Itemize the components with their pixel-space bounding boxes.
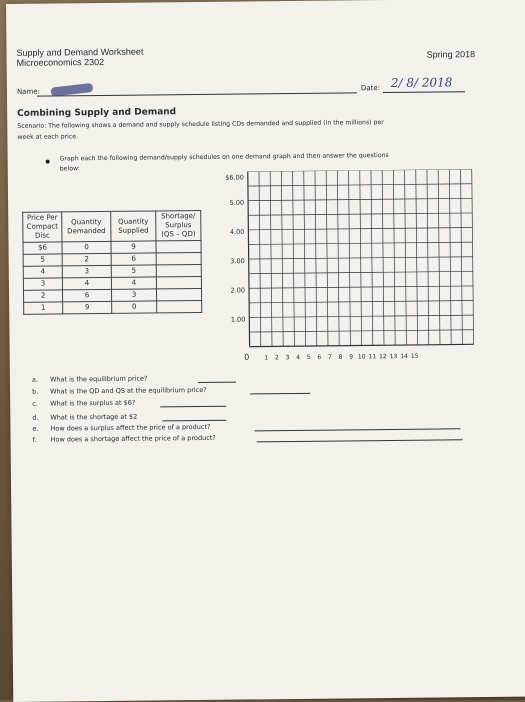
question-text: What is the shortage at $2	[50, 412, 138, 422]
name-line[interactable]	[37, 92, 357, 96]
question-letter: a.	[31, 375, 39, 384]
x-axis-label: 14	[400, 353, 408, 361]
scenario-text: Scenario: The following shows a demand and supply schedule listing CDs demanded and supplied (in the millions) per	[17, 119, 384, 130]
question-text: What is the equilibrium price?	[49, 374, 148, 384]
section-heading: Combining Supply and Demand	[17, 107, 177, 119]
x-axis-label: 10	[357, 353, 366, 361]
schedule-table	[22, 210, 202, 315]
y-axis-label: 3.00	[230, 257, 245, 266]
x-axis-label: 2	[274, 354, 279, 362]
bullet-icon	[46, 160, 50, 164]
table-header-row	[23, 210, 201, 242]
date-value: 2/ 8/ 2018	[390, 75, 453, 90]
x-axis-label: 15	[410, 352, 419, 360]
y-axis-label: $6.00	[225, 173, 244, 182]
answer-line[interactable]	[160, 406, 226, 408]
date-line[interactable]	[383, 91, 465, 93]
question-letter: f.	[32, 435, 37, 444]
name-label: Name:	[16, 87, 40, 96]
table-row: $6 0 9	[23, 240, 201, 254]
x-axis-label: 9	[349, 353, 354, 361]
header-price: Price Per Compact Disc	[23, 212, 62, 242]
table-row: 2 6 3	[23, 288, 201, 302]
x-axis-label: 1	[264, 354, 269, 362]
table-row: 4 3 5	[23, 264, 201, 278]
scenario-text-2: week at each price.	[17, 133, 79, 141]
x-axis-label: 13	[389, 353, 398, 361]
answer-line[interactable]	[250, 393, 310, 395]
table-row: 5 2 6	[23, 252, 201, 266]
header-shortage-surplus: Shortage/ Surplus (QS – QD)	[156, 210, 201, 240]
x-axis-label: 3	[285, 354, 290, 362]
question-text: What is the surplus at $6?	[50, 398, 136, 408]
question-letter: e.	[32, 424, 39, 433]
header-quantity-demanded: Quantity Demanded	[62, 211, 111, 242]
question-letter: b.	[32, 387, 39, 396]
worksheet-title: Supply and Demand Worksheet	[16, 46, 144, 58]
question-text: How does a shortage affect the price of a product?	[50, 433, 216, 444]
table-row: 1 9 0	[24, 300, 202, 314]
y-axis-label: 1.00	[230, 315, 246, 324]
x-axis-label: 8	[338, 353, 343, 361]
instruction-text: Graph each the following demand/supply schedules on one demand graph and then answer the questions	[59, 152, 389, 163]
x-axis-label: 12	[379, 353, 387, 361]
x-axis-label: 6	[317, 353, 322, 361]
y-axis-label: 4.00	[229, 227, 245, 237]
y-axis-label: 5.00	[229, 198, 245, 207]
answer-line[interactable]	[254, 428, 460, 431]
x-axis-label: 0	[244, 352, 250, 362]
question-letter: c.	[32, 399, 38, 408]
x-axis-label: 7	[327, 353, 332, 361]
header-quantity-supplied: Quantity Supplied	[111, 211, 156, 241]
question-text: How does a surplus affect the price of a product?	[50, 422, 211, 433]
answer-line[interactable]	[162, 420, 226, 422]
question-letter: d.	[32, 413, 39, 422]
x-axis-label: 5	[306, 354, 311, 362]
x-axis-label: 4	[296, 354, 301, 362]
date-label: Date:	[360, 84, 381, 93]
answer-line[interactable]	[198, 382, 236, 383]
answer-line[interactable]	[257, 439, 463, 442]
instruction-text-2: below:	[59, 165, 80, 173]
x-axis-label: 11	[368, 353, 377, 361]
y-axis-label: 2.00	[230, 286, 246, 295]
blank-graph[interactable]	[204, 169, 496, 368]
worksheet-page	[6, 0, 525, 702]
course-name: Microeconomics 2302	[16, 56, 105, 68]
question-text: What is the QD and QS at the equilibrium price?	[50, 385, 207, 396]
table-row: 3 4 4	[23, 276, 201, 290]
term-label: Spring 2018	[426, 49, 476, 60]
